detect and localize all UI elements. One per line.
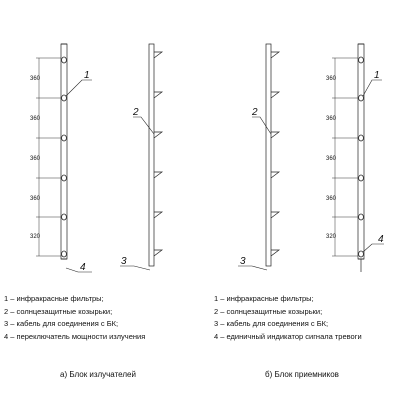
sun-visor xyxy=(154,52,162,58)
emitter-block-side xyxy=(120,44,162,270)
callout-indicator: 4 xyxy=(378,234,384,245)
receiver-block-side xyxy=(238,44,279,270)
sun-visor xyxy=(154,172,162,178)
dimension-label: 360 xyxy=(326,196,337,202)
ir-filter xyxy=(359,135,364,141)
sun-visors xyxy=(154,52,162,256)
emitter-post-side xyxy=(149,44,154,266)
ir-filter xyxy=(359,214,364,220)
dimension-label: 360 xyxy=(326,116,337,122)
callout-visor: 2 xyxy=(133,107,139,118)
legend-receivers xyxy=(214,293,362,343)
sun-visor xyxy=(271,172,279,178)
callout-switch: 4 xyxy=(80,262,86,273)
ir-filters xyxy=(62,57,67,257)
callout-leader xyxy=(363,244,384,252)
ir-filter xyxy=(62,95,67,101)
legend-emitters xyxy=(4,293,145,343)
callout-filter: 1 xyxy=(84,70,90,81)
sun-visor xyxy=(154,212,162,218)
ir-filter xyxy=(62,214,67,220)
ir-filter xyxy=(359,251,364,257)
callout-cable: 3 xyxy=(121,256,127,267)
receiver-block-front xyxy=(326,44,384,272)
ir-filters xyxy=(359,57,364,257)
dimension-label: 360 xyxy=(30,116,41,122)
dimension-label: 360 xyxy=(326,156,337,162)
ir-filter xyxy=(359,57,364,63)
sun-visor xyxy=(154,250,162,256)
ir-filter xyxy=(62,175,67,181)
dimension-label: 320 xyxy=(30,234,41,240)
legend-item: 4 – единичный индикатор сигнала тревоги xyxy=(214,331,362,341)
receiver-post xyxy=(358,44,364,259)
ir-filter xyxy=(62,57,67,63)
dimension-label: 360 xyxy=(30,156,41,162)
legend-item: 2 – солнцезащитные козырьки; xyxy=(214,306,323,316)
dimension-label: 360 xyxy=(30,196,41,202)
legend-item: 3 – кабель для соединения с БК; xyxy=(214,319,329,328)
callout-visor: 2 xyxy=(252,107,258,118)
legend-item: 4 – переключатель мощности излучения xyxy=(4,331,146,341)
sun-visor xyxy=(271,132,279,138)
ir-filter xyxy=(62,251,67,257)
callout-leader xyxy=(66,80,92,96)
sun-visors xyxy=(271,52,279,256)
legend-item: 2 – солнцезащитные козырьки; xyxy=(4,306,113,316)
legend-item: 1 – инфракрасные фильтры; xyxy=(214,294,314,303)
sun-visor xyxy=(271,212,279,218)
callout-filter: 1 xyxy=(374,70,380,81)
sun-visor xyxy=(154,132,162,138)
sun-visor xyxy=(271,52,279,58)
dimension-label: 360 xyxy=(30,76,41,82)
callout-cable: 3 xyxy=(240,256,246,267)
callout-leader xyxy=(363,80,382,96)
callout-leader xyxy=(252,117,271,134)
callout-leader xyxy=(133,117,154,134)
ir-filter xyxy=(359,175,364,181)
dimension-label: 360 xyxy=(326,76,337,82)
ir-filter xyxy=(62,135,67,141)
dimension-label: 320 xyxy=(326,234,337,240)
sun-visor xyxy=(154,92,162,98)
receiver-post-side xyxy=(266,44,271,266)
caption-receiver-block: б) Блок приемников xyxy=(265,370,339,379)
callout-leader xyxy=(66,268,92,272)
legend-item: 3 – кабель для соединения с БК; xyxy=(4,319,119,328)
legend-item: 1 – инфракрасные фильтры; xyxy=(4,294,104,303)
sun-visor xyxy=(271,92,279,98)
caption-emitter-block: а) Блок излучателей xyxy=(60,370,136,379)
sun-visor xyxy=(271,250,279,256)
ir-filter xyxy=(359,95,364,101)
emitter-block-front xyxy=(30,44,92,273)
emitter-post xyxy=(61,44,67,259)
